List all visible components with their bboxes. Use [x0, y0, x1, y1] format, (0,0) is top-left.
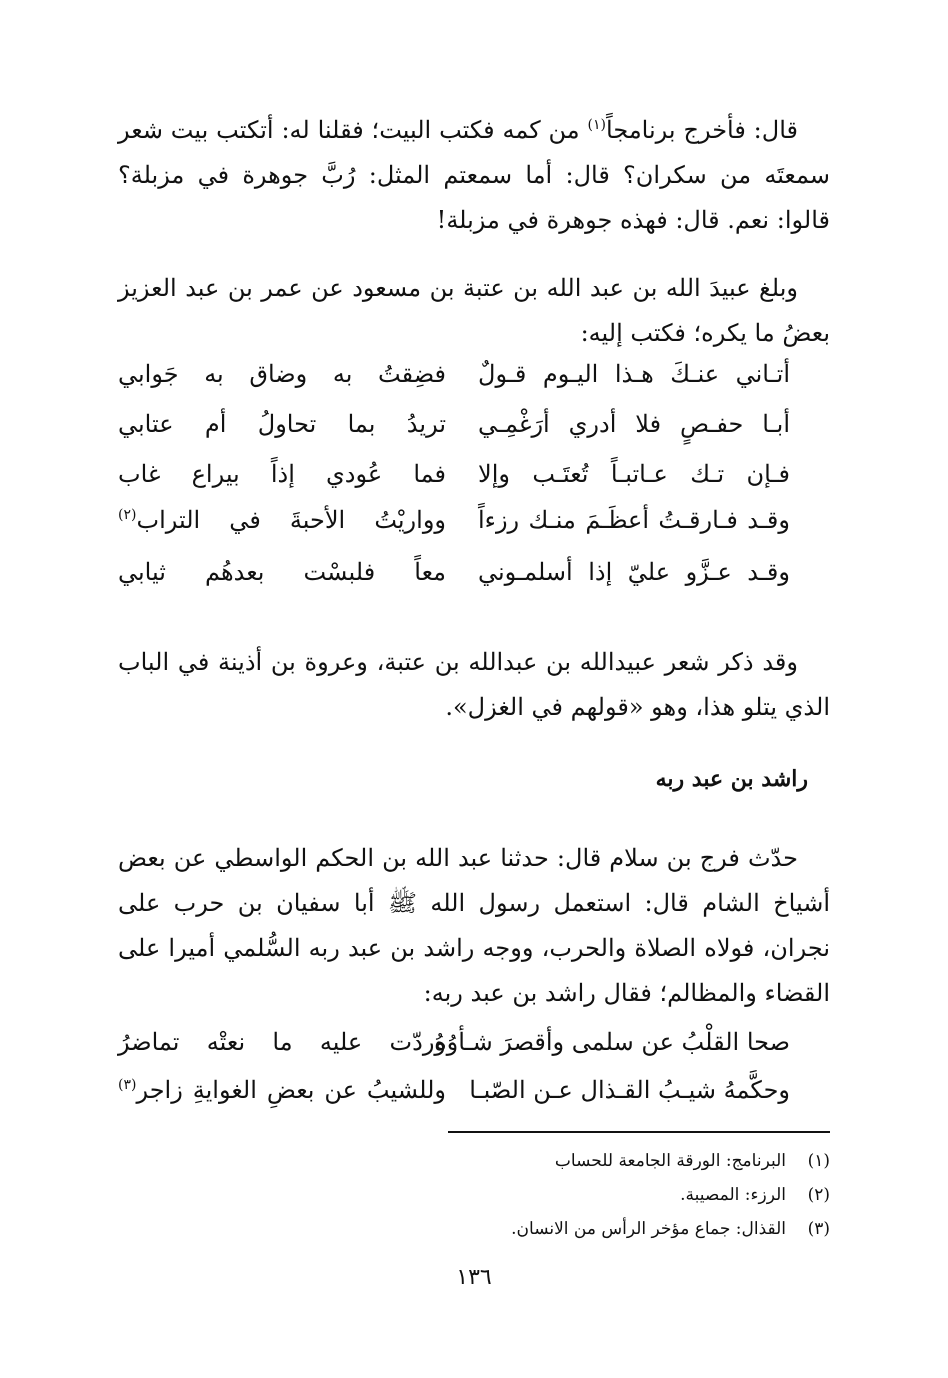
footnote-number: (٣)	[807, 1219, 830, 1239]
paragraph-text: قال: فأخرج برنامجاً	[606, 116, 798, 144]
verse-line	[118, 506, 790, 546]
verse-first-hemistich: وقـد عـزَّو عليّ إذا أسلمـوني	[478, 558, 790, 586]
footnote-text: الرزء: المصيبة.	[680, 1185, 786, 1205]
footnote-marker: (٢)	[118, 507, 137, 523]
page-number: ١٣٦	[456, 1265, 492, 1290]
footnote-text: البرنامج: الورقة الجامعة للحساب	[554, 1151, 786, 1171]
verse-first-hemistich: وقـد فـارقـتُ أعظَـمَ منـك رزءاً	[478, 506, 790, 534]
footnote	[680, 1182, 830, 1208]
verse-second-hemistich: فما عُودي إذاً بيراع غاب	[118, 460, 446, 488]
footnote-number: (١)	[807, 1151, 830, 1171]
paragraph-intro	[118, 108, 830, 243]
verse-line	[118, 558, 790, 598]
paragraph-rashid	[118, 836, 830, 1016]
paragraph-text: من كمه فكتب البيت؛ فقلنا له: أتكتب بيت شعر سمعتَه من سكران؟ قال: أما سمعتم المثل: رُبَّ جوهرة في مزبلة؟ قالوا: نعم. قال: فهذه جوهرة في مزبلة!	[118, 116, 830, 234]
footnote-text: القذال: جماع مؤخر الرأس من الانسان.	[511, 1219, 786, 1239]
paragraph-text: وقد ذكر شعر عبيدالله بن عبدالله بن عتبة، وعروة بن أذينة في الباب الذي يتلو هذا، وهو «قولهم في الغزل».	[118, 648, 830, 721]
paragraph-text: وبلغ عبيدَ الله بن عبد الله بن عتبة بن مسعود عن عمر بن عبد العزيز بعضُ ما يكره؛ فكتب إليه:	[118, 274, 830, 347]
verse-second-hemistich	[118, 1076, 446, 1104]
verse-line	[118, 1076, 790, 1116]
verse-line	[118, 410, 790, 450]
section-heading: راشد بن عبد ربه	[655, 766, 808, 792]
verse-first-hemistich: أبـا حفـصٍ فلا أدري أرَغْمِـي	[478, 410, 790, 438]
verse-line	[118, 360, 790, 400]
footnote-marker: (٣)	[118, 1077, 137, 1093]
verse-second-hemistich: وردّت عليه ما نعتْه تماضرُ	[118, 1028, 446, 1056]
footnote	[511, 1216, 830, 1242]
verse-second-hemistich	[118, 506, 446, 534]
footnote-separator	[448, 1131, 830, 1133]
verse-text: وواريْتُ الأحبةَ في التراب	[136, 506, 446, 534]
footnote-number: (٢)	[807, 1185, 830, 1205]
paragraph-ubaidallah	[118, 266, 830, 356]
verse-line	[118, 1028, 790, 1068]
footnote-marker: (١)	[587, 117, 607, 133]
verse-first-hemistich: فـإن تـك عـاتبـاً تُعتَـب وإلا	[478, 460, 790, 488]
verse-second-hemistich: تريدُ بما تحاولُ أم عتابي	[118, 410, 446, 438]
verse-second-hemistich: فضِقتُ به وضاق به جَوابي	[118, 360, 446, 388]
verse-text: وللشيبُ عن بعضِ الغوايةِ زاجر	[136, 1076, 446, 1104]
verse-first-hemistich: وحكَّمهُ شيـبُ القـذال عـن الصّبـا	[469, 1076, 790, 1104]
paragraph-note	[118, 640, 830, 730]
footnote	[555, 1148, 830, 1174]
paragraph-text: حدّث فرج بن سلام قال: حدثنا عبد الله بن الحكم الواسطي عن بعض أشياخ الشام قال: استعمل رسول الله ﷺ أبا سفيان بن حرب على نجران، فولاه الصلاة والحرب، ووجه راشد بن عبد ربه السُّلمي أميرا على القضاء والمظالم؛ فقال راشد بن عبد ربه:	[118, 844, 830, 1007]
verse-first-hemistich: أتـاني عنـكَ هـذا اليـوم قـولٌ	[478, 360, 790, 388]
verse-first-hemistich: صحا القلْبُ عن سلمى وأقصرَ شـأوُهُ	[434, 1028, 790, 1056]
verse-second-hemistich: معاً فلبسْت بعدهُم ثيابي	[118, 558, 446, 586]
verse-line	[118, 460, 790, 500]
